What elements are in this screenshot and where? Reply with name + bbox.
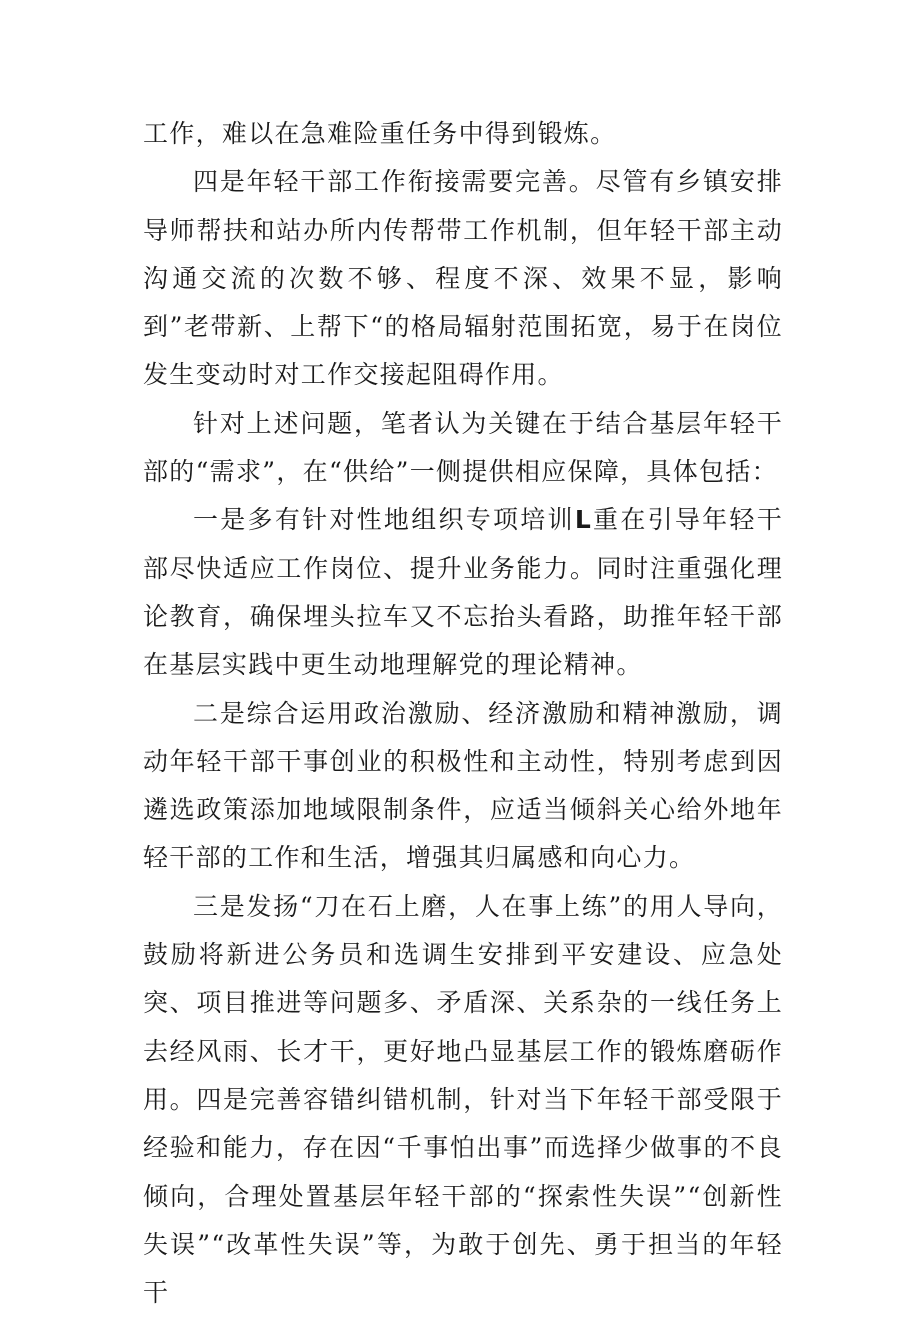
paragraph-one-text-after: 重在引导年轻干部尽快适应工作岗位、提升业务能力。同时注重强化理论教育，确保埋头拉车又不忘抬头看路，助推年轻干部在基层实践中更生动地理解党的理论精神。 (143, 505, 783, 680)
stray-l-mark: L (574, 505, 593, 535)
paragraph-solutions-intro: 针对上述问题，笔者认为关键在于结合基层年轻干部的“需求”，在“供给”一侧提供相应保障，具体包括： (143, 408, 783, 487)
paragraph-continuation: 工作，难以在急难险重任务中得到锻炼。 (143, 119, 617, 148)
paragraph-two-incentives: 二是综合运用政治激励、经济激励和精神激励，调动年轻干部干事创业的积极性和主动性，特别考虑到因遴选政策添加地域限制条件，应适当倾斜关心给外地年轻干部的工作和生活，增强其归属感和向心力。 (143, 698, 783, 873)
paragraph-one-training (143, 496, 783, 689)
document-body (143, 110, 783, 1317)
paragraph-one-text-before: 一是多有针对性地组织专项培训 (193, 505, 575, 535)
paragraph-four-work-handover: 四是年轻干部工作衔接需要完善。尽管有乡镇安排导师帮扶和站办所内传帮带工作机制，但年轻干部主动沟通交流的次数不够、程度不深、效果不显，影响到”老带新、上帮下“的格局辐射范围拓宽，易于在岗位发生变动时对工作交接起阻碍作用。 (143, 167, 783, 390)
paragraph-three-four-practice: 三是发扬“刀在石上磨，人在事上练”的用人导向，鼓励将新进公务员和选调生安排到平安建设、应急处突、项目推进等问题多、矛盾深、关系杂的一线任务上去经风雨、长才干，更好地凸显基层工作的锻炼磨砺作用。四是完善容错纠错机制，针对当下年轻干部受限于经验和能力，存在因“千事怕出事”而选择少做事的不良倾向，合理处置基层年轻干部的“探索性失误”“创新性失误”“改革性失误”等，为敢于创先、勇于担当的年轻干 (143, 891, 783, 1308)
